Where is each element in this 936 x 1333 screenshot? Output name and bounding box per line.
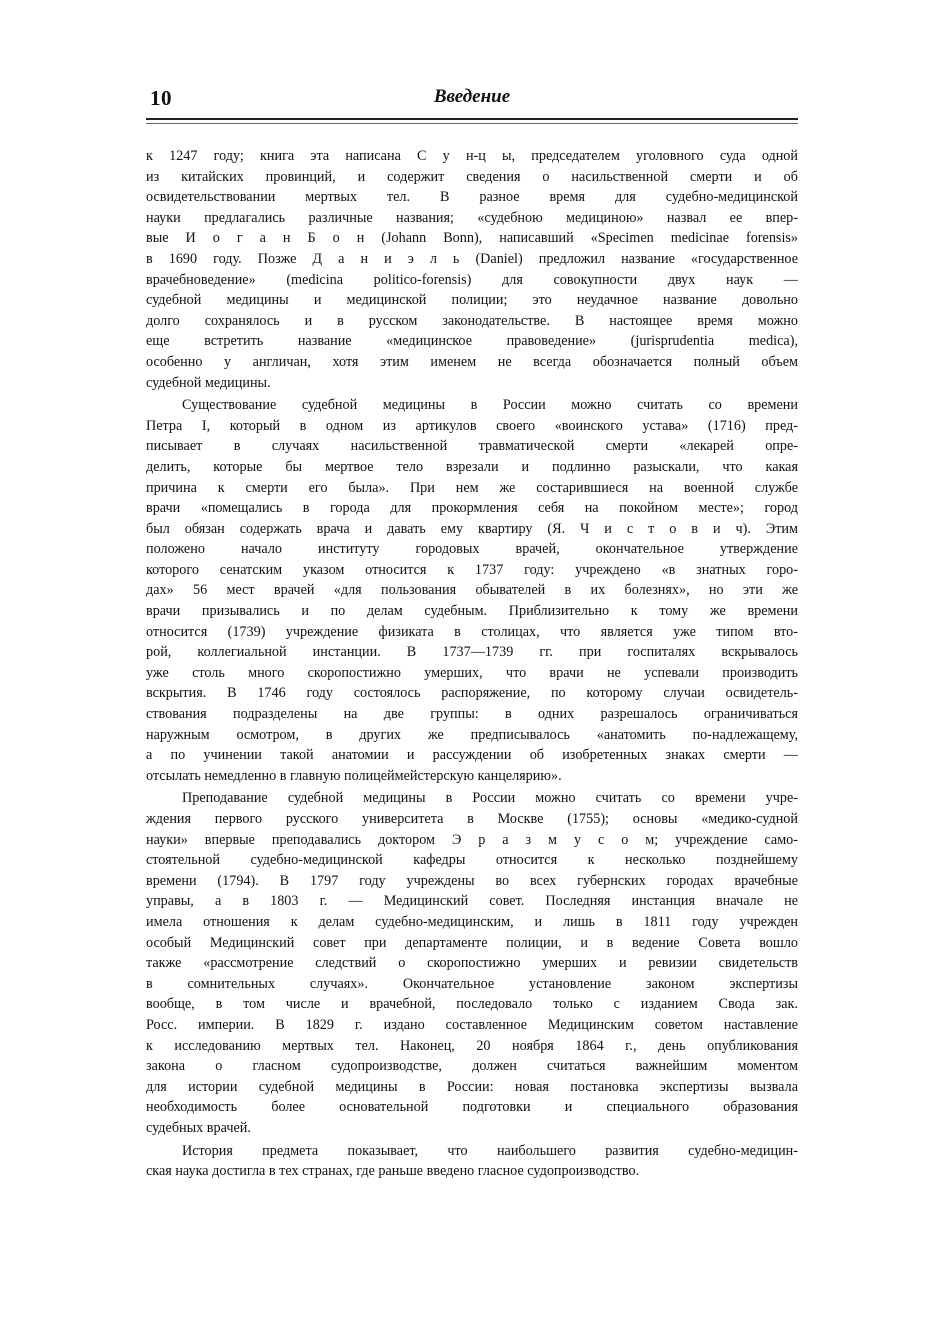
text-line: долго сохранялось и в русском законодательстве. В настоящее время можно	[146, 312, 798, 329]
text-line: относится (1739) учреждение физиката в столицах, что является уже типом вто-	[146, 623, 798, 640]
text-line: судебной медицины и медицинской полиции; это неудачное название довольно	[146, 292, 798, 309]
text-line: отсылать немедленно в главную полицеймейстерскую канцелярию».	[146, 767, 562, 784]
text-line: врачи призывались и по делам судебным. Приблизительно к тому же времени	[146, 603, 798, 620]
text-line: науки предлагались различные названия; «судебною медициною» назвал ее впер-	[146, 209, 798, 226]
text-line: также «рассмотрение следствий о скоропостижно умерших и ревизии свидетельств	[146, 955, 798, 972]
text-line: к исследованию мертвых тел. Наконец, 20 ноября 1864 г., день опубликования	[146, 1037, 798, 1054]
text-line: освидетельствовании мертвых тел. В разное время для судебно-медицинской	[146, 189, 798, 206]
text-line: из китайских провинций, и содержит сведения о насильственной смерти и об	[146, 168, 798, 185]
text-line: Преподавание судебной медицины в России можно считать со времени учре-	[182, 790, 798, 807]
text-line: в 1690 году. Позже Д а н и э л ь (Daniel) предложил название «государственное	[146, 250, 798, 267]
text-line: в сомнительных случаях». Окончательное установление законом экспертизы	[146, 975, 798, 992]
text-line: писывает в случаях насильственной травматической смерти «лекарей опре-	[146, 438, 798, 455]
text-line: для истории судебной медицины в России: новая постановка экспертизы вызвала	[146, 1078, 798, 1095]
text-line: к 1247 году; книга эта написана С у н-ц ы, председателем уголовного суда одной	[146, 148, 798, 164]
text-line: был обязан содержать врача и давать ему квартиру (Я. Ч и с т о в и ч). Этим	[146, 520, 798, 537]
text-line: История предмета показывает, что наибольшего развития судебно-медицин-	[182, 1142, 798, 1159]
text-line: делить, которые бы мертвое тело взрезали и подлинно разыскали, что какая	[146, 458, 798, 475]
text-line: а по учинении такой анатомии и рассуждении об изобретенных знаках смерти —	[146, 747, 798, 764]
text-line: стоятельной судебно-медицинской кафедры относится к несколько позднейшему	[146, 852, 798, 869]
text-line: закона о гласном судопроизводстве, должен считаться важнейшим моментом	[146, 1058, 798, 1075]
text-line: вскрытия. В 1746 году состоялось распоряжение, по которому случаи освидетель-	[146, 685, 798, 702]
text-line: причина к смерти его была». При нем же состарившиеся на военной службе	[146, 479, 798, 496]
text-line: имела отношения к делам судебно-медицинским, и лишь в 1811 году учрежден	[146, 913, 798, 930]
page-number: 10	[150, 86, 172, 110]
text-line: ствования подразделены на две группы: в одних разрешалось ограничиваться	[146, 706, 798, 723]
paragraph	[146, 395, 798, 786]
text-line: особенно у англичан, хотя этим именем не всегда обозначается полный объем	[146, 353, 798, 370]
text-line: ская наука достигла в тех странах, где раньше введено гласное судопроизводство.	[146, 1163, 640, 1180]
text-line: науки» впервые преподавались доктором Э р а з м у с о м; учреждение само-	[146, 831, 798, 848]
text-line: положено начало институту городовых врачей, окончательное утверждение	[146, 541, 798, 558]
header-rule	[146, 118, 798, 120]
text-line: Петра I, который в одном из артикулов своего «воинского устава» (1716) пред-	[146, 417, 798, 434]
text-line: наружным осмотром, в других же предписывалось «анатомить по-надлежащему,	[146, 726, 798, 743]
paragraph	[146, 1141, 798, 1182]
text-line: судебных врачей.	[146, 1119, 251, 1136]
text-line: Росс. империи. В 1829 г. издано составленное Медицинским советом наставление	[146, 1016, 798, 1033]
text-line: вые И о г а н Б о н (Johann Bonn), написавший «Specimen medicinae forensis»	[146, 230, 798, 247]
text-line: особый Медицинский совет при департаменте полиции, и в ведение Совета вошло	[146, 934, 798, 951]
text-line: необходимость более основательной подготовки и специального образования	[146, 1099, 798, 1116]
header-rule-thin	[146, 123, 798, 124]
text-line: ждения первого русского университета в Москве (1755); основы «медико-судной	[146, 811, 798, 827]
text-line: врачебноведение» (medicina politico-forensis) для совокупности двух наук —	[146, 271, 798, 288]
paragraph	[146, 146, 798, 393]
text-line: управы, а в 1803 г. — Медицинский совет. Последняя инстанция вначале не	[146, 893, 798, 910]
text-line: еще встретить название «медицинское правоведение» (jurisprudentia medica),	[146, 333, 798, 350]
running-title: Введение	[433, 86, 511, 107]
text-line: врачи «помещались в города для прокормления себя на покойном месте»; город	[146, 500, 798, 517]
text-line: времени (1794). В 1797 году учреждены во всех губернских городах врачебные	[146, 872, 798, 889]
paragraph	[146, 788, 798, 1138]
page-header	[146, 86, 798, 116]
text-line: рой, коллегиальной инстанции. В 1737—1739 гг. при госпиталях вскрывалось	[146, 644, 798, 661]
text-line: дах» 56 мест врачей «для пользования обывателей в их болезнях», но эти же	[146, 582, 798, 599]
body-text	[146, 146, 798, 1184]
text-line: судебной медицины.	[146, 374, 271, 391]
text-line: Существование судебной медицины в России можно считать со времени	[182, 397, 798, 414]
text-line: вообще, в том числе и врачебной, последовало только с изданием Свода зак.	[146, 996, 798, 1013]
text-line: уже столь много скоропостижно умерших, что врачи не успевали производить	[146, 664, 798, 681]
text-line: которого сенатским указом относится к 1737 году: учреждено «в знатных горо-	[146, 561, 798, 578]
